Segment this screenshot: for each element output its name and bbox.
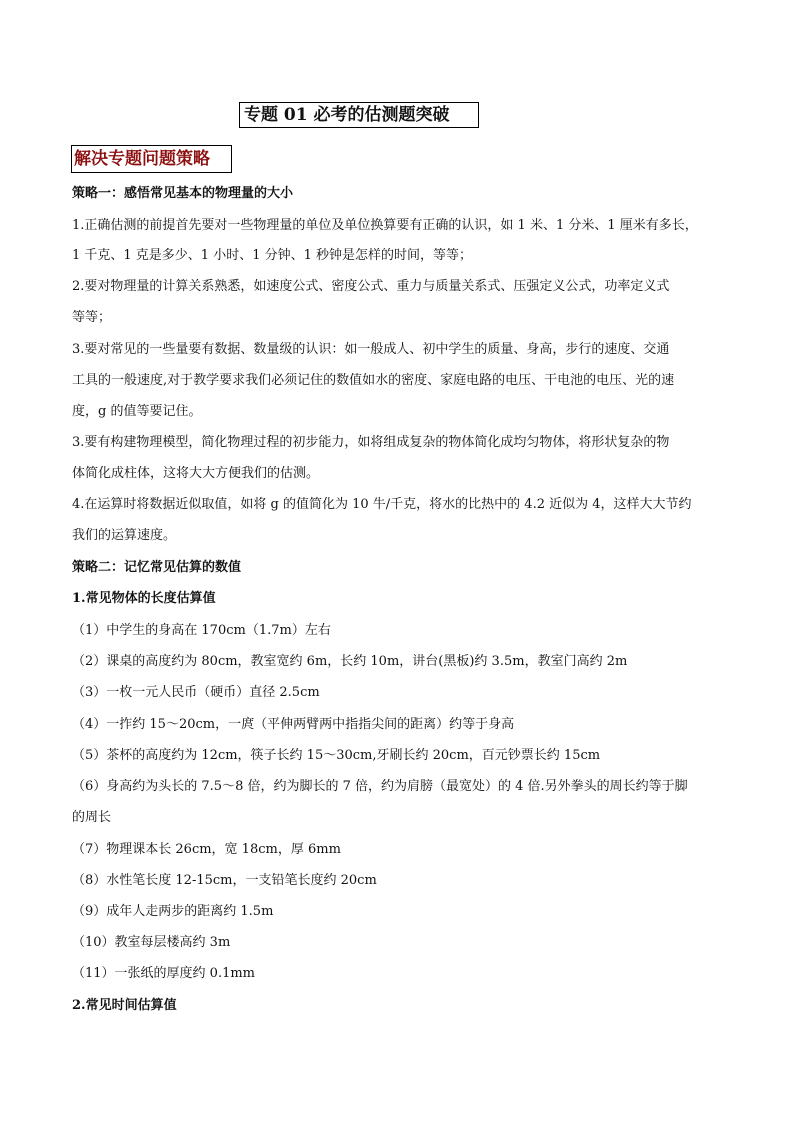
paragraph-line: 2.要对物理量的计算关系熟悉，如速度公式、密度公式、重力与质量关系式、压强定义公式，功率定义式 xyxy=(72,279,670,294)
paragraph-line: 1 千克、1 克是多少、1 小时、1 分钟、1 秒钟是怎样的时间，等等； xyxy=(72,248,473,263)
list-item: （5）茶杯的高度约为 12cm，筷子长约 15～30cm,牙刷长约 20cm，百元钞票长约 15cm xyxy=(72,748,601,763)
list-item: （3）一枚一元人民币（硬币）直径 2.5cm xyxy=(72,685,320,700)
list-item: （11）一张纸的厚度约 0.1mm xyxy=(72,966,256,981)
list-item-continuation: 的周长 xyxy=(72,810,112,825)
list-item: （6）身高约为头长的 7.5～8 倍，约为脚长的 7 倍，约为肩膀（最宽处）的 4 倍.另外拳头的周长约等于脚 xyxy=(72,779,688,794)
list-item: （7）物理课本长 26cm，宽 18cm，厚 6mm xyxy=(72,842,341,857)
paragraph-line: 3.要对常见的一些量要有数据、数量级的认识：如一般成人、初中学生的质量、身高，步行的速度、交通 xyxy=(72,342,670,357)
section-heading: 解决专题问题策略 xyxy=(71,145,232,173)
list-item: （9）成年人走两步的距离约 1.5m xyxy=(72,904,274,919)
paragraph-line: 度，g 的值等要记住。 xyxy=(72,404,202,419)
paragraph-line: 3.要有构建物理模型，简化物理过程的初步能力，如将组成复杂的物体简化成均匀物体，将形状复杂的物 xyxy=(72,435,670,450)
list-item: （1）中学生的身高在 170cm（1.7m）左右 xyxy=(72,623,331,638)
list-item: （4）一拃约 15～20cm，一庹（平伸两臂两中指指尖间的距离）约等于身高 xyxy=(72,717,515,732)
document-title: 专题 01 必考的估测题突破 xyxy=(239,102,479,128)
paragraph-line: 1.正确估测的前提首先要对一些物理量的单位及单位换算要有正确的认识，如 1 米、1 分米、1 厘米有多长， xyxy=(72,218,698,233)
subheading-length: 1.常见物体的长度估算值 xyxy=(72,591,216,606)
strategy1-heading: 策略一：感悟常见基本的物理量的大小 xyxy=(72,186,294,201)
paragraph-line: 等等； xyxy=(72,310,112,325)
paragraph-line: 我们的运算速度。 xyxy=(72,528,177,543)
paragraph-line: 4.在运算时将数据近似取值，如将 g 的值简化为 10 牛/千克，将水的比热中的 4.2 近似为 4，这样大大节约 xyxy=(72,497,692,512)
list-item: （2）课桌的高度约为 80cm，教室宽约 6m，长约 10m，讲台(黑板)约 3.5m，教室门高约 2m xyxy=(72,654,628,669)
subheading-time: 2.常见时间估算值 xyxy=(72,998,177,1013)
list-item: （10）教室每层楼高约 3m xyxy=(72,935,231,950)
list-item: （8）水性笔长度 12-15cm，一支铅笔长度约 20cm xyxy=(72,873,377,888)
paragraph-line: 体简化成柱体，这将大大方便我们的估测。 xyxy=(72,466,320,481)
paragraph-line: 工具的一般速度,对于教学要求我们必须记住的数值如水的密度、家庭电路的电压、干电池的电压、光的速 xyxy=(72,373,675,388)
strategy2-heading: 策略二：记忆常见估算的数值 xyxy=(72,560,242,575)
